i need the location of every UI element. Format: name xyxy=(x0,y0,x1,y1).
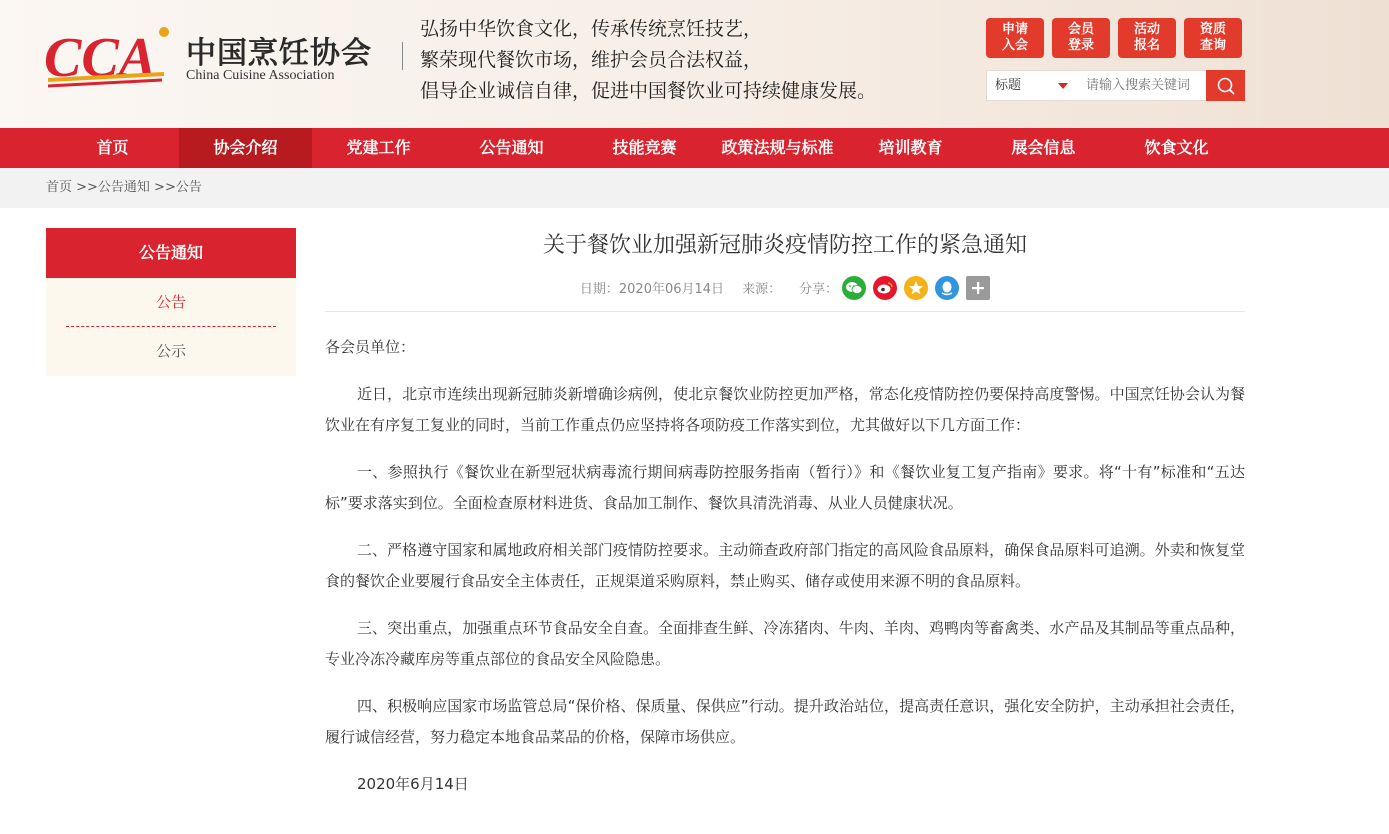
sidebar-list xyxy=(46,278,296,376)
main-nav xyxy=(0,128,1389,168)
logo-chinese-name: 中国烹饪协会 xyxy=(186,36,372,71)
share-label: 分享： xyxy=(799,282,839,297)
quick-actions xyxy=(986,18,1242,58)
nav-item-notices[interactable]: 公告通知 xyxy=(479,138,544,157)
article-paragraph: 四、积极响应国家市场监管总局“保价格、保质量、保供应”行动。提升政治站位，提高责任意识，强化安全防护，主动承担社会责任，履行诚信经营，努力稳定本地食品菜品的价格，保障市场供应。 xyxy=(325,697,1245,746)
button-label: 入会 xyxy=(1001,38,1028,53)
article-greeting: 各会员单位： xyxy=(325,338,416,356)
nav-item-culture[interactable]: 饮食文化 xyxy=(1144,138,1209,157)
nav-item-training[interactable]: 培训教育 xyxy=(878,138,943,157)
svg-text:CCA: CCA xyxy=(44,27,157,89)
search-field-select[interactable] xyxy=(986,70,1076,101)
nav-item-exhibition[interactable]: 展会信息 xyxy=(1011,138,1076,157)
button-label: 申请 xyxy=(1001,22,1028,37)
button-label: 资质 xyxy=(1199,22,1226,37)
slogan-line: 繁荣现代餐饮市场，维护会员合法权益， xyxy=(420,49,763,71)
article-sign-date: 2020年6月14日 xyxy=(357,775,469,793)
qq-icon[interactable] xyxy=(935,276,959,300)
slogan-line: 倡导企业诚信自律，促进中国餐饮业可持续健康发展。 xyxy=(420,80,877,102)
weibo-icon[interactable] xyxy=(873,276,897,300)
header-divider xyxy=(402,42,403,70)
site-header xyxy=(0,0,1389,128)
article-source: 来源： xyxy=(742,282,782,297)
event-signup-button[interactable] xyxy=(1118,18,1176,58)
sidebar-item-announcement[interactable]: 公告 xyxy=(66,278,276,327)
caret-down-icon xyxy=(1058,83,1068,89)
qzone-icon[interactable] xyxy=(904,276,928,300)
cca-logo-icon xyxy=(44,22,176,92)
article-paragraph: 二、严格遵守国家和属地政府相关部门疫情防控要求。主动筛查政府部门指定的高风险食品原料，确保食品原料可追溯。外卖和恢复堂食的餐饮企业要履行食品安全主体责任，正规渠道采购原料，禁止购买、储存或使用来源不明的食品原料。 xyxy=(325,541,1245,590)
member-login-button[interactable] xyxy=(1052,18,1110,58)
search-bar xyxy=(986,70,1245,101)
button-label: 登录 xyxy=(1067,38,1094,53)
button-label: 查询 xyxy=(1199,38,1226,53)
article-date: 日期：2020年06月14日 xyxy=(579,282,725,297)
search-button[interactable] xyxy=(1206,70,1245,101)
more-share-icon[interactable] xyxy=(966,276,990,300)
article-paragraph: 三、突出重点，加强重点环节食品安全自查。全面排查生鲜、冷冻猪肉、牛肉、羊肉、鸡鸭肉等畜禽类、水产品及其制品等重点品种，专业冷冻冷藏库房等重点部位的食品安全风险隐患。 xyxy=(325,619,1245,668)
sidebar xyxy=(46,228,296,376)
search-icon xyxy=(1216,76,1236,96)
nav-item-about[interactable]: 协会介绍 xyxy=(179,128,312,168)
search-select-value: 标题 xyxy=(995,78,1022,93)
site-logo[interactable] xyxy=(44,22,384,92)
article-paragraph: 近日，北京市连续出现新冠肺炎新增确诊病例，使北京餐饮业防控更加严格，常态化疫情防控仍要保持高度警惕。中国烹饪协会认为餐饮业在有序复工复业的同时，当前工作重点仍应坚持将各项防疫工作落实到位，尤其做好以下几方面工作： xyxy=(325,385,1245,434)
qualification-query-button[interactable] xyxy=(1184,18,1242,58)
button-label: 会员 xyxy=(1067,22,1094,37)
sidebar-item-publicity[interactable]: 公示 xyxy=(155,342,186,360)
nav-item-home[interactable]: 首页 xyxy=(96,138,129,157)
breadcrumb-bar xyxy=(0,168,1389,208)
nav-item-skills[interactable]: 技能竞赛 xyxy=(612,138,677,157)
wechat-icon[interactable] xyxy=(842,276,866,300)
slogan-line: 弘扬中华饮食文化，传承传统烹饪技艺， xyxy=(420,18,763,40)
nav-item-policy[interactable]: 政策法规与标准 xyxy=(721,138,834,157)
apply-membership-button[interactable] xyxy=(986,18,1044,58)
button-label: 活动 xyxy=(1133,22,1160,37)
search-input[interactable] xyxy=(1076,70,1206,101)
article-meta xyxy=(325,264,1245,312)
nav-item-party[interactable]: 党建工作 xyxy=(346,138,411,157)
sidebar-title: 公告通知 xyxy=(46,228,296,278)
article-paragraph: 一、参照执行《餐饮业在新型冠状病毒流行期间病毒防控服务指南（暂行）》和《餐饮业复工复产指南》要求。将“十有”标准和“五达标”要求落实到位。全面检查原材料进货、食品加工制作、餐饮具清洗消毒、从业人员健康状况。 xyxy=(325,463,1245,512)
breadcrumb[interactable]: 首页 >>公告通知 >>公告 xyxy=(46,180,202,195)
header-slogan xyxy=(420,14,940,107)
article-body xyxy=(325,312,1245,800)
button-label: 报名 xyxy=(1133,38,1160,53)
article xyxy=(325,228,1245,816)
share-icons xyxy=(842,276,990,300)
logo-english-name: China Cuisine Association xyxy=(186,68,335,83)
article-title: 关于餐饮业加强新冠肺炎疫情防控工作的紧急通知 xyxy=(542,233,1027,258)
